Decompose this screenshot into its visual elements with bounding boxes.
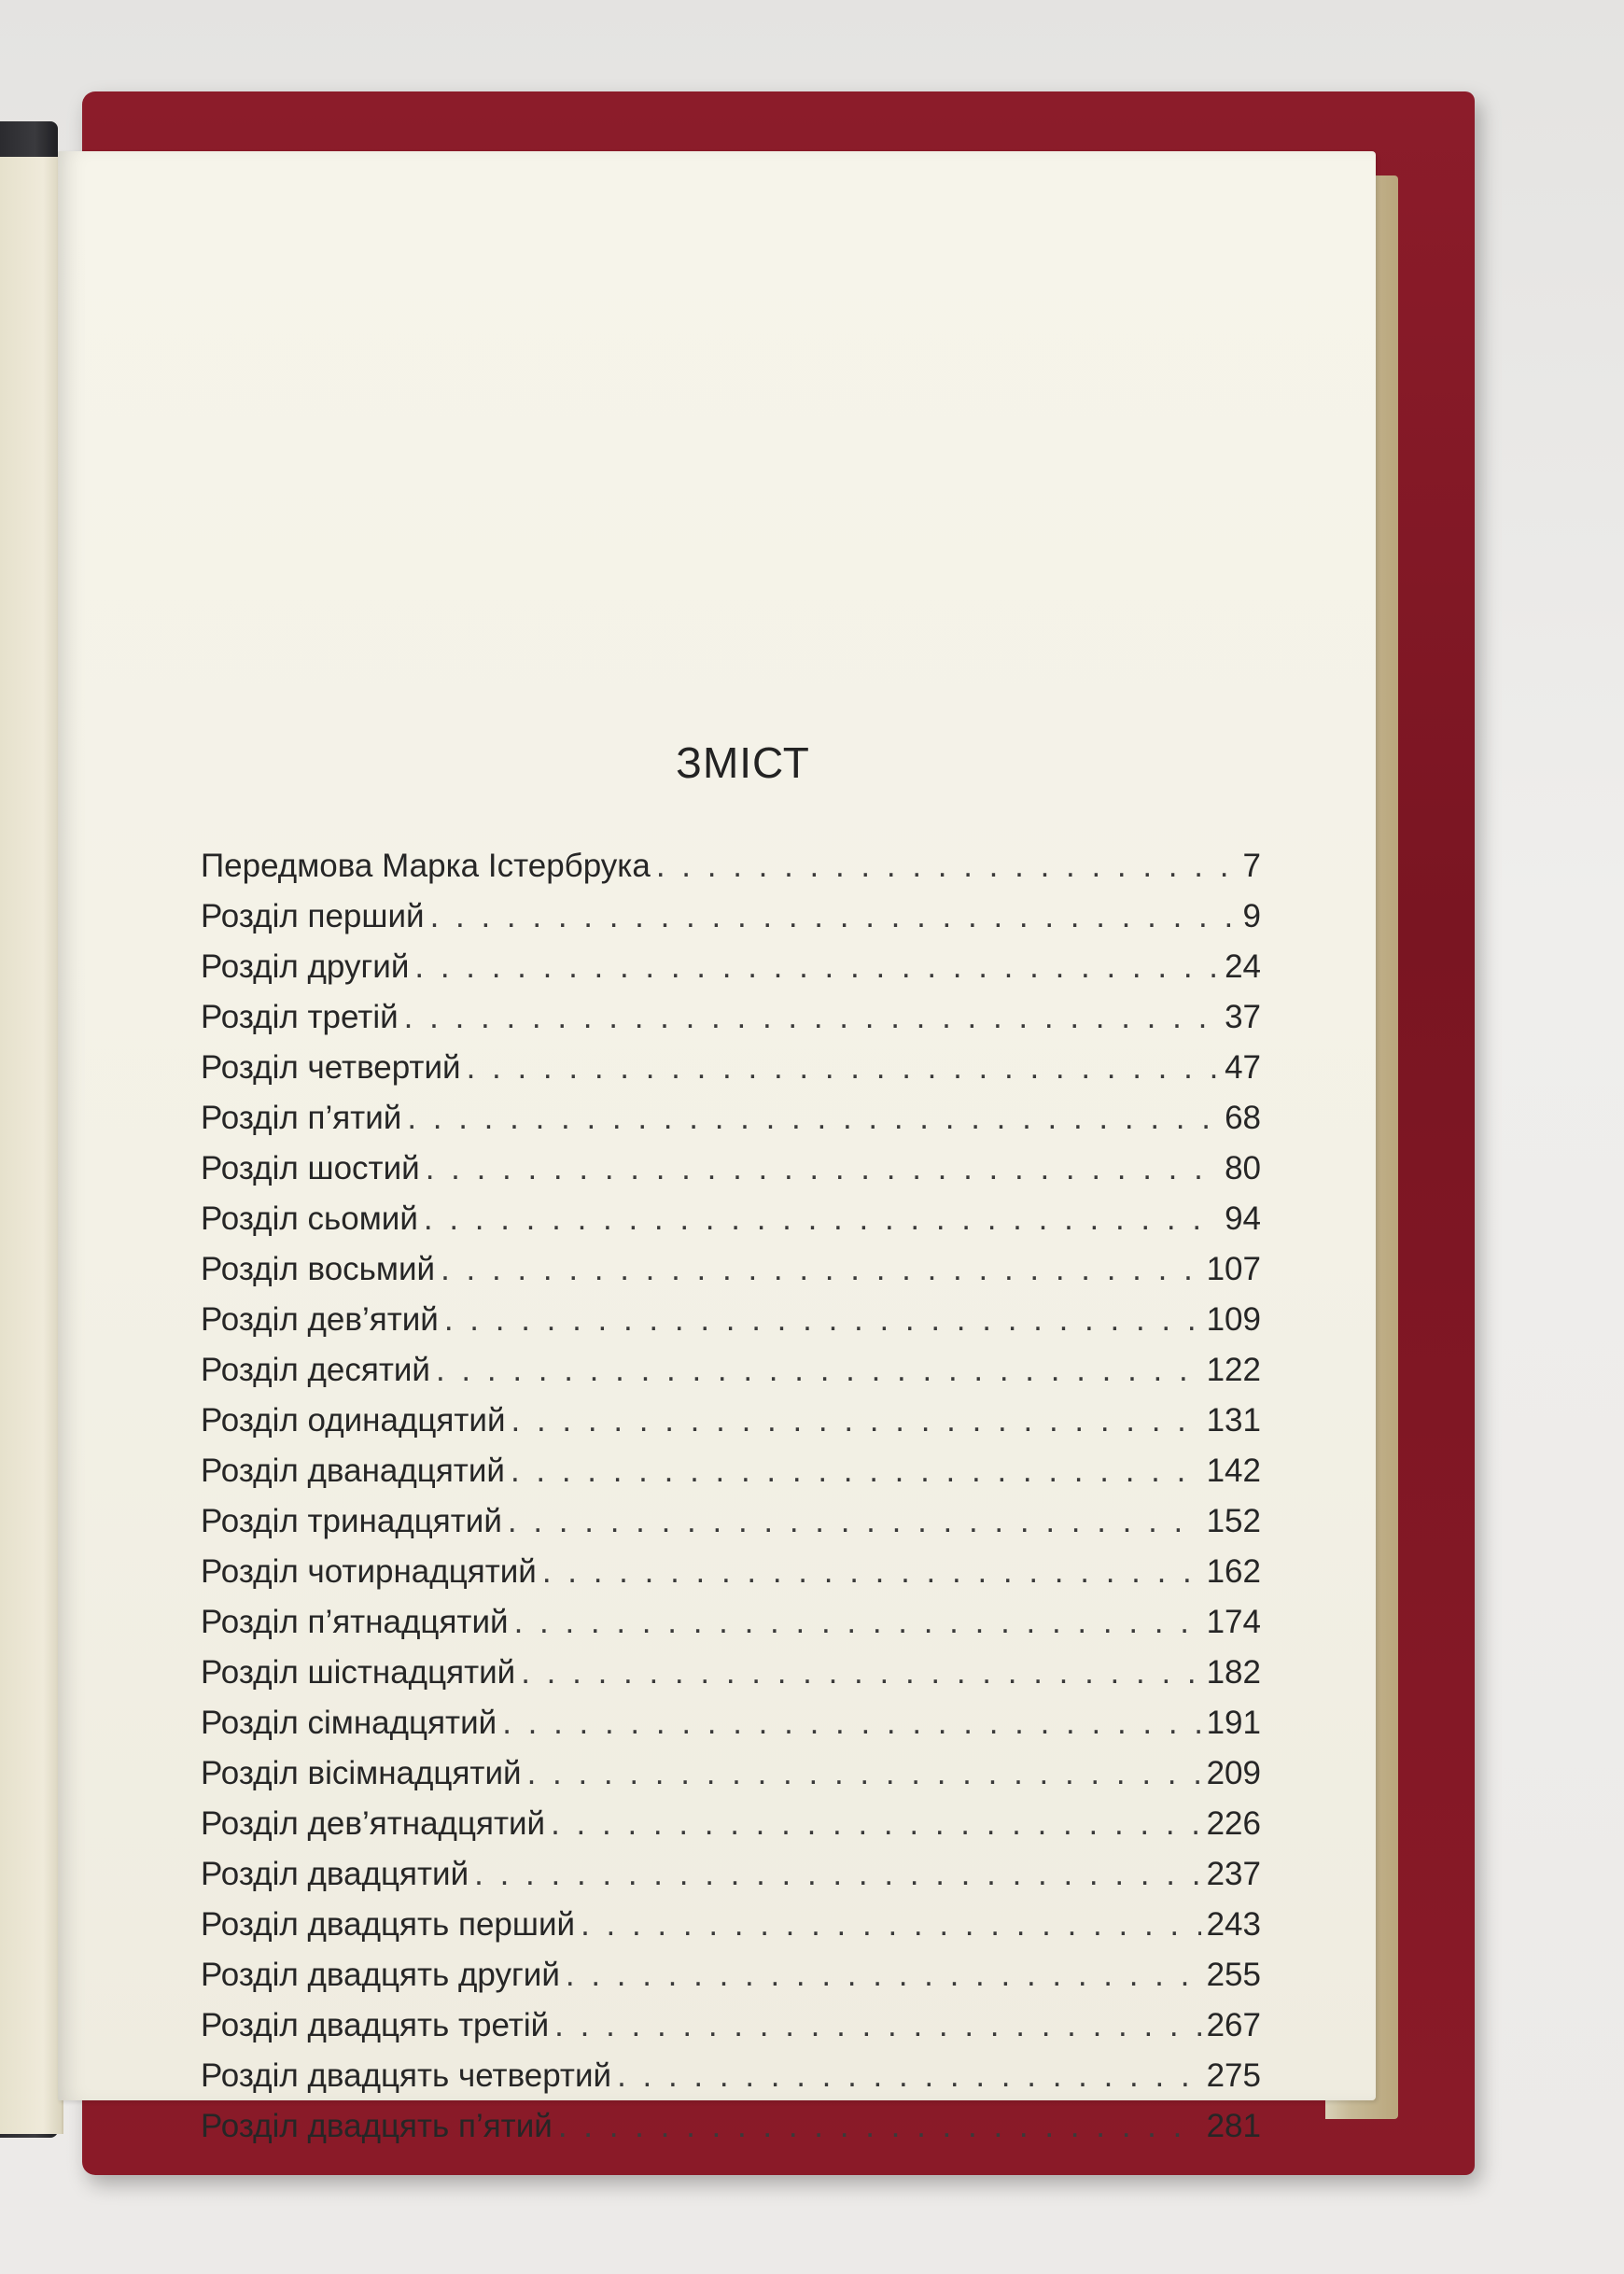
toc-entry (201, 1402, 1261, 1453)
dot-leader (511, 1402, 1201, 1439)
toc-entry (201, 2108, 1261, 2158)
toc-entry-page-number: 9 (1242, 898, 1261, 934)
dot-leader (558, 2108, 1201, 2145)
page-title: ЗМІСТ (676, 738, 810, 787)
toc-entry (201, 1705, 1261, 1755)
dot-leader (414, 948, 1219, 986)
toc-entry-label: Розділ восьмий (201, 1251, 436, 1287)
table-of-contents (201, 848, 1261, 2158)
toc-entry-label: Розділ десятий (201, 1352, 430, 1388)
toc-entry-label: Розділ п’ятнадцятий (201, 1604, 509, 1640)
toc-entry-label: Розділ одинадцятий (201, 1402, 506, 1439)
toc-entry-label: Розділ третій (201, 999, 399, 1035)
toc-entry-label: Розділ четвертий (201, 1049, 461, 1086)
toc-entry-page-number: 131 (1206, 1402, 1261, 1439)
toc-entry-page-number: 152 (1206, 1503, 1261, 1539)
toc-entry-label: Розділ двадцять перший (201, 1906, 576, 1943)
toc-entry (201, 1805, 1261, 1856)
dot-leader (542, 1553, 1201, 1591)
toc-entry-page-number: 182 (1206, 1654, 1261, 1691)
toc-entry (201, 1957, 1261, 2007)
toc-entry (201, 1352, 1261, 1402)
toc-entry (201, 1251, 1261, 1301)
toc-entry-label: Розділ вісімнадцятий (201, 1755, 522, 1791)
toc-entry (201, 999, 1261, 1049)
toc-entry-label: Розділ чотирнадцятий (201, 1553, 537, 1590)
toc-entry-page-number: 109 (1206, 1301, 1261, 1338)
toc-entry (201, 2007, 1261, 2057)
toc-entry-label: Розділ двадцять п’ятий (201, 2108, 553, 2144)
toc-entry (201, 948, 1261, 999)
toc-entry-page-number: 162 (1206, 1553, 1261, 1590)
toc-entry-page-number: 255 (1206, 1957, 1261, 1993)
toc-entry-label: Розділ дев’ятий (201, 1301, 439, 1338)
toc-entry-page-number: 226 (1206, 1805, 1261, 1842)
toc-entry-page-number: 80 (1225, 1150, 1261, 1186)
toc-entry-page-number: 68 (1225, 1100, 1261, 1136)
toc-entry-page-number: 275 (1206, 2057, 1261, 2094)
toc-entry-label: Розділ двадцять четвертий (201, 2057, 612, 2094)
toc-entry-page-number: 209 (1206, 1755, 1261, 1791)
toc-entry-page-number: 47 (1225, 1049, 1261, 1086)
toc-entry (201, 1150, 1261, 1200)
dot-leader (551, 1805, 1201, 1843)
toc-entry-page-number: 191 (1206, 1705, 1261, 1741)
toc-entry-label: Розділ сьомий (201, 1200, 418, 1237)
dot-leader (521, 1654, 1200, 1691)
toc-entry-label: Розділ шостий (201, 1150, 420, 1186)
dot-leader (404, 999, 1219, 1036)
toc-entry-page-number: 174 (1206, 1604, 1261, 1640)
dot-leader (514, 1604, 1201, 1641)
dot-leader (441, 1251, 1201, 1288)
toc-entry-label: Розділ дванадцятий (201, 1453, 505, 1489)
dot-leader (424, 1200, 1219, 1238)
toc-entry-page-number: 94 (1225, 1200, 1261, 1237)
dot-leader (474, 1856, 1200, 1893)
dot-leader (508, 1503, 1201, 1540)
dot-leader (467, 1049, 1219, 1087)
toc-entry (201, 1453, 1261, 1503)
toc-entry-label: Розділ сімнадцятий (201, 1705, 497, 1741)
dot-leader (430, 898, 1238, 935)
contents-page (58, 151, 1376, 2144)
toc-entry (201, 1604, 1261, 1654)
toc-entry-page-number: 281 (1206, 2108, 1261, 2144)
toc-entry-page-number: 267 (1206, 2007, 1261, 2043)
dot-leader (656, 848, 1238, 885)
toc-entry (201, 2057, 1261, 2108)
toc-entry-page-number: 37 (1225, 999, 1261, 1035)
dot-leader (581, 1906, 1201, 1944)
dot-leader (407, 1100, 1219, 1137)
toc-entry (201, 1049, 1261, 1100)
dot-leader (436, 1352, 1201, 1389)
toc-entry (201, 1654, 1261, 1705)
toc-entry-label: Розділ тринадцятий (201, 1503, 502, 1539)
toc-entry (201, 1755, 1261, 1805)
toc-entry-page-number: 243 (1206, 1906, 1261, 1943)
toc-entry (201, 1200, 1261, 1251)
toc-entry-label: Розділ двадцятий (201, 1856, 469, 1892)
dot-leader (566, 1957, 1201, 1994)
toc-entry-label: Розділ дев’ятнадцятий (201, 1805, 546, 1842)
toc-entry-page-number: 107 (1206, 1251, 1261, 1287)
toc-entry-label: Розділ перший (201, 898, 425, 934)
toc-entry-page-number: 7 (1242, 848, 1261, 884)
dot-leader (511, 1453, 1201, 1490)
dot-leader (554, 2007, 1200, 2044)
dot-leader (426, 1150, 1219, 1187)
dot-leader (617, 2057, 1201, 2095)
dot-leader (527, 1755, 1201, 1792)
toc-entry-page-number: 24 (1225, 948, 1261, 985)
toc-entry-label: Розділ двадцять другий (201, 1957, 560, 1993)
toc-entry (201, 1503, 1261, 1553)
toc-entry (201, 1906, 1261, 1957)
toc-entry-page-number: 142 (1206, 1453, 1261, 1489)
toc-entry-label: Розділ п’ятий (201, 1100, 402, 1136)
toc-entry-label: Передмова Марка Істербрука (201, 848, 651, 884)
toc-entry (201, 1856, 1261, 1906)
toc-entry-label: Розділ другий (201, 948, 410, 985)
left-page-edge (0, 157, 63, 2134)
dot-leader (502, 1705, 1200, 1742)
toc-entry (201, 1100, 1261, 1150)
toc-entry-label: Розділ двадцять третій (201, 2007, 550, 2043)
toc-entry-page-number: 122 (1206, 1352, 1261, 1388)
toc-entry-page-number: 237 (1206, 1856, 1261, 1892)
toc-entry-label: Розділ шістнадцятий (201, 1654, 516, 1691)
toc-entry (201, 898, 1261, 948)
toc-entry (201, 1553, 1261, 1604)
toc-entry (201, 848, 1261, 898)
dot-leader (444, 1301, 1201, 1339)
toc-entry (201, 1301, 1261, 1352)
